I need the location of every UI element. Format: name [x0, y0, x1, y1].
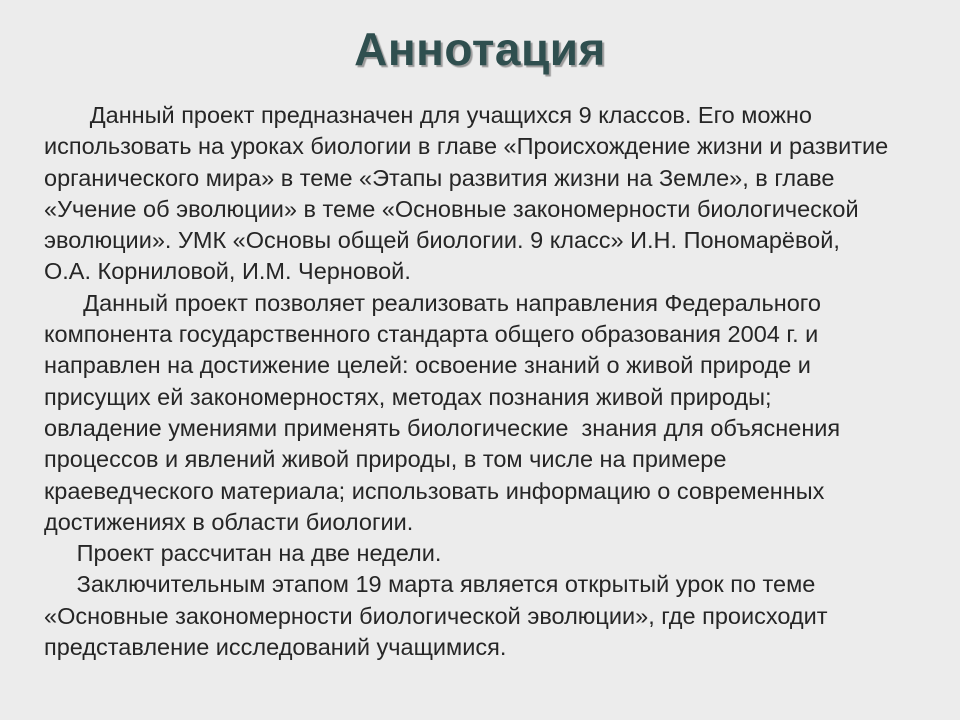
text-line: Заключительным этапом 19 марта является открытый урок по теме: [44, 571, 816, 598]
text-line: О.А. Корниловой, И.М. Черновой.: [44, 258, 411, 285]
text-line: «Основные закономерности биологической эволюции», где происходит: [44, 602, 828, 629]
text-line: Проект рассчитан на две недели.: [44, 540, 442, 567]
text-line: «Учение об эволюции» в теме «Основные закономерности биологической: [44, 195, 859, 222]
text-line: овладение умениями применять биологические знания для объяснения: [44, 414, 841, 441]
text-line: присущих ей закономерностях, методах познания живой природы;: [44, 383, 772, 410]
text-line: краеведческого материала; использовать информацию о современных: [44, 477, 825, 504]
text-line: направлен на достижение целей: освоение знаний о живой природе и: [44, 352, 811, 379]
slide-title: Аннотация: [354, 23, 606, 75]
text-line: процессов и явлений живой природы, в том числе на примере: [44, 446, 727, 473]
annotation-text: [44, 100, 934, 663]
text-line: Данный проект позволяет реализовать направления Федерального: [44, 289, 821, 316]
text-line: Данный проект предназначен для учащихся 9 классов. Его можно: [44, 102, 812, 128]
text-line: компонента государственного стандарта общего образования 2004 г. и: [44, 321, 819, 348]
text-line: использовать на уроках биологии в главе «Происхождение жизни и развитие: [44, 133, 889, 160]
text-line: органического мира» в теме «Этапы развития жизни на Земле», в главе: [44, 164, 835, 191]
text-line: эволюции». УМК «Основы общей биологии. 9 класс» И.Н. Пономарёвой,: [44, 227, 840, 254]
text-line: достижениях в области биологии.: [44, 508, 414, 535]
text-line: представление исследований учащимися.: [44, 634, 507, 661]
